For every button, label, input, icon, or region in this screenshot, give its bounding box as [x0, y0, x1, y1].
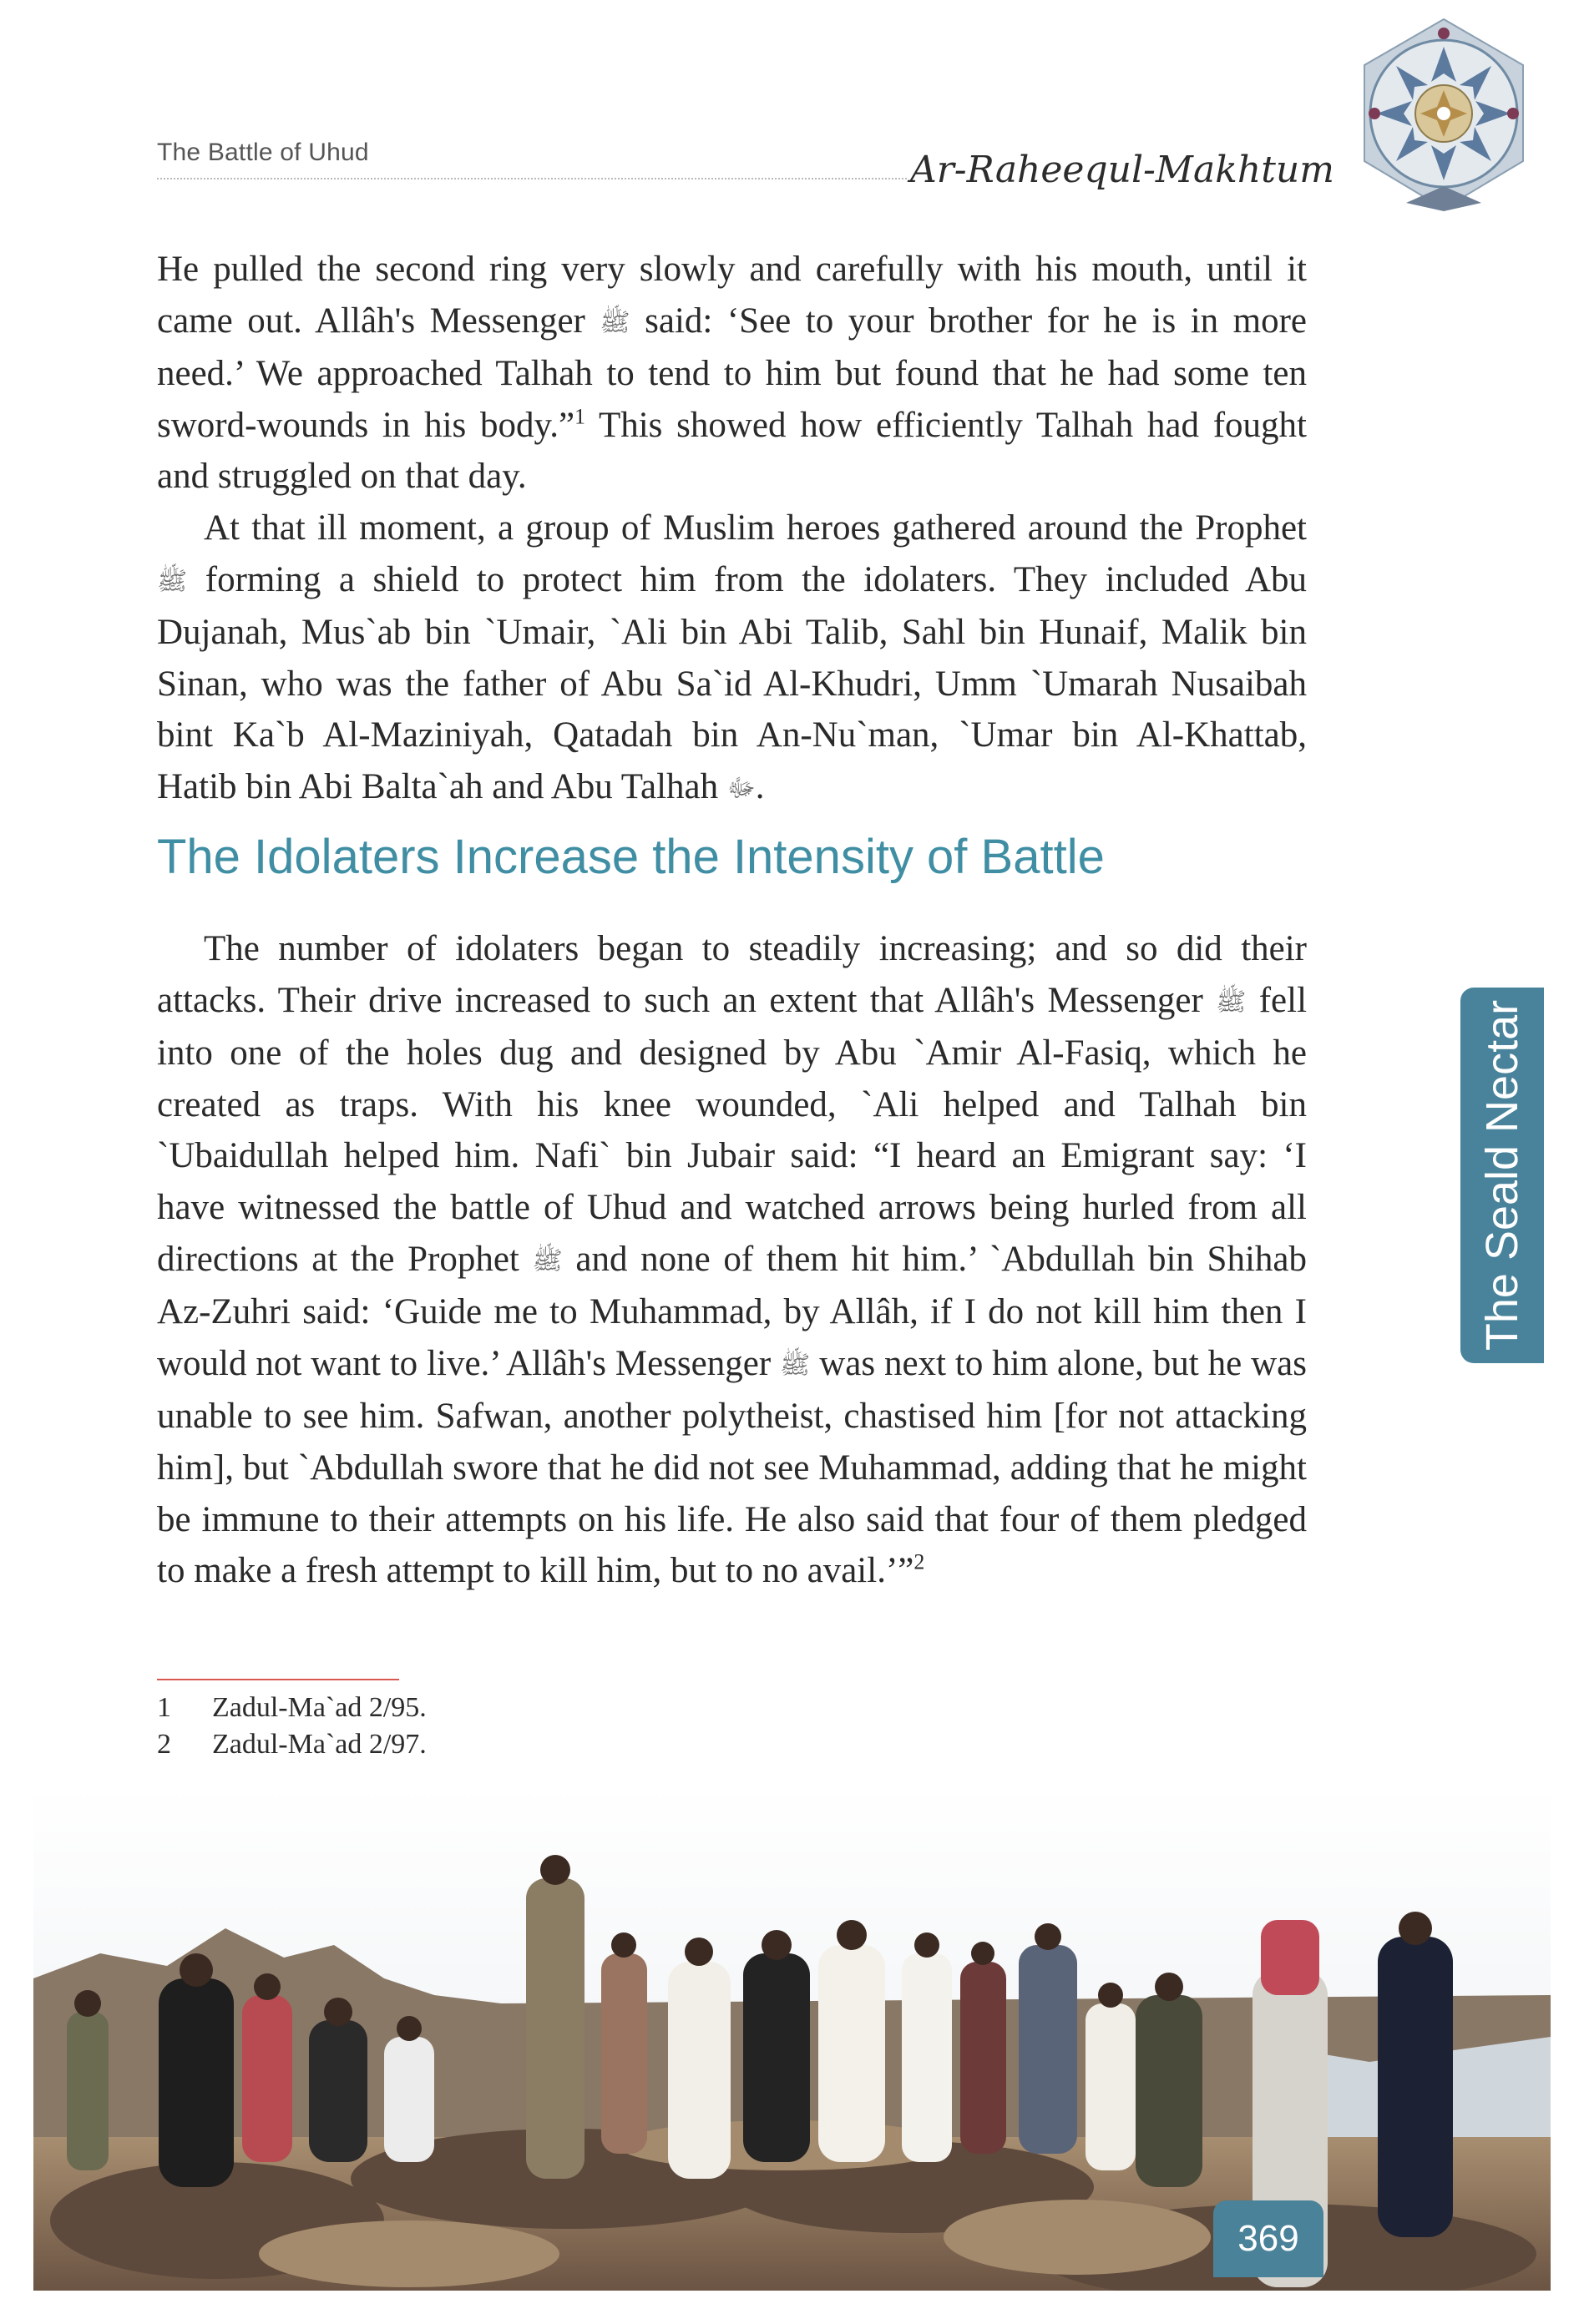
side-tab-label: The Seald Nectar — [1477, 999, 1527, 1351]
footnote-ref[interactable]: 1 — [574, 404, 586, 429]
pbuh-glyph-icon: ﷺ — [1216, 988, 1247, 1016]
text-run: He pulled the second ring very slowly and carefully with his mouth, until it came out. Allâh's Messenger — [157, 250, 1307, 341]
tile-ornament-icon — [1356, 15, 1531, 211]
footnote-number: 1 — [157, 1692, 171, 1723]
footnote-ref[interactable]: 2 — [913, 1549, 925, 1574]
section-heading: The Idolaters Increase the Intensity of Battle — [157, 830, 1105, 884]
ra-glyph-icon: ﷻ — [726, 774, 756, 802]
text-run: and none of them hit him.’ `Abdullah bin Shihab Az-Zuhri said: ‘Guide me to Muhammad, by Allâh, if I do not kill him then I would not want to live.’ Allâh's Messenger — [157, 1239, 1308, 1383]
footnote-item — [157, 1690, 427, 1726]
body-section-2 — [157, 923, 1307, 1597]
footnote-number: 2 — [157, 1729, 171, 1760]
pbuh-glyph-icon: ﷺ — [157, 567, 188, 595]
footnote-text: Zadul-Ma`ad 2/97. — [212, 1729, 427, 1760]
text-run: fell into one of the holes dug and designed by Abu `Amir Al-Fasiq, which he created as traps. With his knee wounded, `Ali helped and Talhah bin `Ubaidullah helped him. Nafi` bin Jubair said: “I heard an Emigrant say: ‘I have witnessed the battle of Uhud and watched arrows being hurled from all directions at the Prophet — [157, 980, 1308, 1279]
paragraph — [157, 503, 1307, 815]
pbuh-glyph-icon: ﷺ — [532, 1246, 563, 1275]
paragraph — [157, 923, 1307, 1597]
header-divider — [157, 178, 907, 179]
page-number: 369 — [1213, 2200, 1323, 2277]
text-run: said: ‘See to your brother for he is in more need.’ We approached Talhah to tend to him but found that he had some ten sword-wounds in his body.” — [157, 301, 1307, 445]
side-tab — [1460, 988, 1544, 1363]
text-run: At that ill moment, a group of Muslim heroes gathered around the Prophet — [204, 508, 1307, 548]
footnote-text: Zadul-Ma`ad 2/95. — [212, 1692, 427, 1723]
paragraph — [157, 244, 1307, 503]
footnote-item — [157, 1726, 427, 1763]
text-run: was next to him alone, but he was unable to see him. Safwan, another polytheist, chastised him [for not attacking him], but `Abdullah swore that he did not see Muhammad, adding that he might be immune to their attempts on his life. He also said that four of them pledged to make a fresh attempt to kill him, but to no avail.’” — [157, 1343, 1307, 1591]
body-section-1 — [157, 244, 1307, 815]
text-run: forming a shield to protect him from the idolaters. They included Abu Dujanah, Mus`ab bin `Umair, `Ali bin Abi Talib, Sahl bin Hunaif, Malik bin Sinan, who was the father of Abu Sa`id Al-Khudri, Umm `Umarah Nusaibah bint Ka`b Al-Maziniyah, Qatadah bin An-Nu`man, `Umar bin Al-Khattab, Hatib bin Abi Balta`ah and Abu Talhah — [157, 559, 1308, 806]
pbuh-glyph-icon: ﷺ — [600, 308, 630, 336]
pbuh-glyph-icon: ﷺ — [780, 1351, 811, 1379]
footnotes — [157, 1690, 427, 1763]
footnote-divider — [157, 1679, 399, 1680]
running-header-title: The Battle of Uhud — [157, 139, 369, 166]
text-run: . — [755, 766, 765, 806]
text-run: The number of idolaters began to steadily increasing; and so did their attacks. Their drive increased to such an extent that Allâh's Messenger — [157, 929, 1307, 1020]
book-name-script: Ar-Raheequl-Makhtum — [910, 149, 1334, 191]
text-run: This showed how efficiently Talhah had fought and struggled on that day. — [157, 405, 1307, 497]
